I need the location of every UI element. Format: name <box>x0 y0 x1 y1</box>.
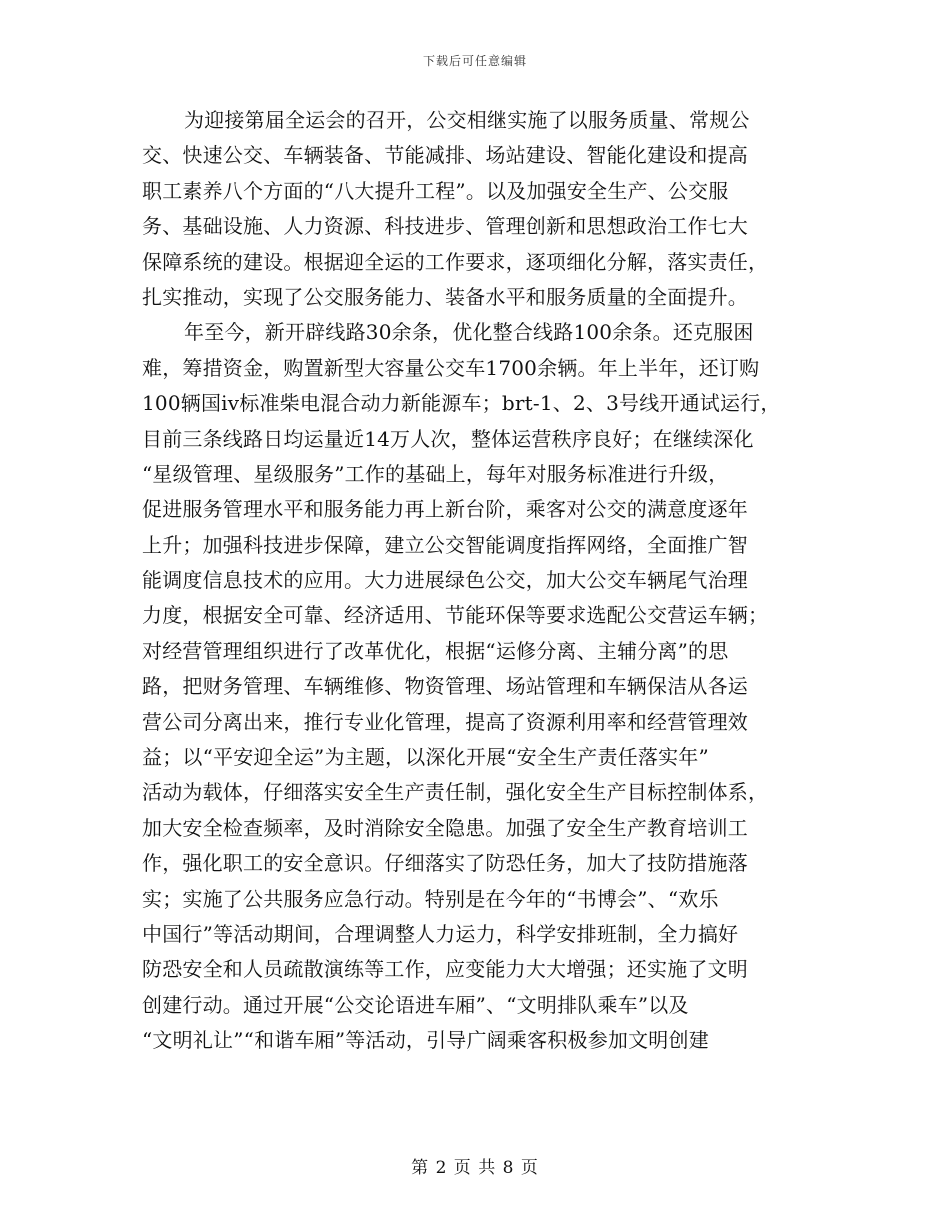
text-line: 对经营管理组织进行了改革优化，根据“运修分离、主辅分离”的思 <box>142 638 729 663</box>
text-line: 中国行”等活动期间，合理调整人力运力，科学安排班制，全力搞好 <box>142 921 739 946</box>
text-line: 100辆国iv标准柴电混合动力新能源车；brt-1、2、3号线开通试运行， <box>142 391 781 416</box>
body-text <box>142 103 810 1059</box>
text-line: 促进服务管理水平和服务能力再上新台阶，乘客对公交的满意度逐年 <box>142 497 748 522</box>
text-line: 创建行动。通过开展“公交论语进车厢”、“文明排队乘车”以及 <box>142 992 689 1017</box>
text-line: 务、基础设施、人力资源、科技进步、管理创新和思想政治工作七大 <box>142 214 748 239</box>
text-line: 营公司分离出来，推行专业化管理，提高了资源利用率和经营管理效 <box>142 709 748 734</box>
text-line: 益；以“平安迎全运”为主题，以深化开展“安全生产责任落实年” <box>142 745 709 770</box>
paragraph-2 <box>142 315 810 1058</box>
text-line: 为迎接第届全运会的召开，公交相继实施了以服务质量、常规公 <box>184 108 750 132</box>
text-line: “星级管理、星级服务”工作的基础上，每年对服务标准进行升级， <box>142 461 729 486</box>
text-line: 目前三条线路日均运量近14万人次，整体运营秩序良好；在继续深化 <box>142 426 754 451</box>
text-line: 防恐安全和人员疏散演练等工作，应变能力大大增强；还实施了文明 <box>142 957 748 982</box>
text-line: 活动为载体，仔细落实安全生产责任制，强化安全生产目标控制体系， <box>142 780 769 805</box>
text-line: 保障系统的建设。根据迎全运的工作要求，逐项细化分解，落实责任， <box>142 249 769 274</box>
text-line: 交、快速公交、车辆装备、节能减排、场站建设、智能化建设和提高 <box>142 143 748 168</box>
text-line: 力度，根据安全可靠、经济适用、节能环保等要求选配公交营运车辆； <box>142 603 769 628</box>
text-line: 能调度信息技术的应用。大力进展绿色公交，加大公交车辆尾气治理 <box>142 568 748 593</box>
text-line: 加大安全检查频率，及时消除安全隐患。加强了安全生产教育培训工 <box>142 815 748 840</box>
text-line: “文明礼让”“和谐车厢”等活动，引导广阔乘客积极参加文明创建 <box>142 1028 709 1053</box>
page-footer: 第 2 页 共 8 页 <box>411 1158 539 1178</box>
text-line: 扎实推动，实现了公交服务能力、装备水平和服务质量的全面提升。 <box>142 284 748 309</box>
text-line: 难，筹措资金，购置新型大容量公交车1700余辆。年上半年，还订购 <box>142 355 760 380</box>
text-line: 路，把财务管理、车辆维修、物资管理、场站管理和车辆保洁从各运 <box>142 674 748 699</box>
text-line: 上升；加强科技进步保障，建立公交智能调度指挥网络，全面推广智 <box>142 532 748 557</box>
text-line: 实；实施了公共服务应急行动。特别是在今年的“书博会”、“欢乐 <box>142 886 719 911</box>
text-line: 职工素养八个方面的“八大提升工程”。以及加强安全生产、公交服 <box>142 178 729 203</box>
text-line: 年至今，新开辟线路30余条，优化整合线路100余条。还克服困 <box>184 320 754 345</box>
header-note: 下载后可任意编辑 <box>422 54 527 68</box>
text-line: 作，强化职工的安全意识。仔细落实了防恐任务，加大了技防措施落 <box>142 851 748 876</box>
paragraph-1 <box>142 103 810 315</box>
